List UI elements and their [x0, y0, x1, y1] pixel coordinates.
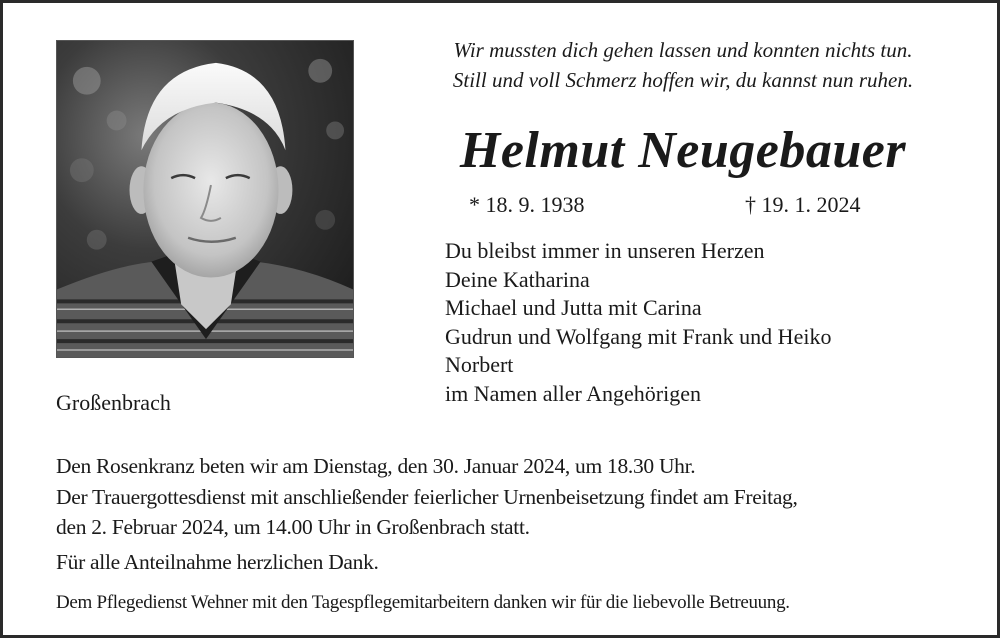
portrait-image	[57, 41, 353, 357]
family-line: im Namen aller Angehörigen	[445, 380, 701, 406]
family-line: Norbert	[445, 352, 514, 378]
deceased-name: Helmut Neugebauer	[459, 122, 907, 179]
portrait-photo	[56, 40, 354, 358]
place-of-residence: Großenbrach	[56, 390, 171, 415]
family-line: Gudrun und Wolfgang mit Frank und Heiko	[445, 323, 832, 349]
family-line: Du bleibst immer in unseren Herzen	[445, 238, 765, 263]
family-line: Michael und Jutta mit Carina	[445, 295, 702, 321]
service-line: Den Rosenkranz beten wir am Dienstag, den 30. Januar 2024, um 18.30 Uhr.	[56, 454, 696, 478]
service-line: Der Trauergottesdienst mit anschließender feierlicher Urnenbeisetzung findet am Freitag,	[56, 484, 798, 509]
family-line: Deine Katharina	[445, 266, 590, 292]
service-line: den 2. Februar 2024, um 14.00 Uhr in Großenbrach statt.	[56, 515, 530, 539]
service-information	[56, 451, 798, 543]
motto-line: Still und voll Schmerz hoffen wir, du kannst nun ruhen.	[452, 68, 914, 92]
memorial-motto	[403, 35, 963, 95]
thanks-note: Für alle Anteilnahme herzlichen Dank.	[56, 550, 379, 574]
death-date: † 19. 1. 2024	[745, 192, 861, 217]
family-signatures	[445, 237, 831, 409]
care-service-thanks: Dem Pflegedienst Wehner mit den Tagespflegemitarbeitern danken wir für die liebevolle Betreuung.	[56, 592, 790, 613]
birth-date: * 18. 9. 1938	[469, 192, 585, 217]
motto-line: Wir mussten dich gehen lassen und konnten nichts tun.	[453, 38, 913, 62]
